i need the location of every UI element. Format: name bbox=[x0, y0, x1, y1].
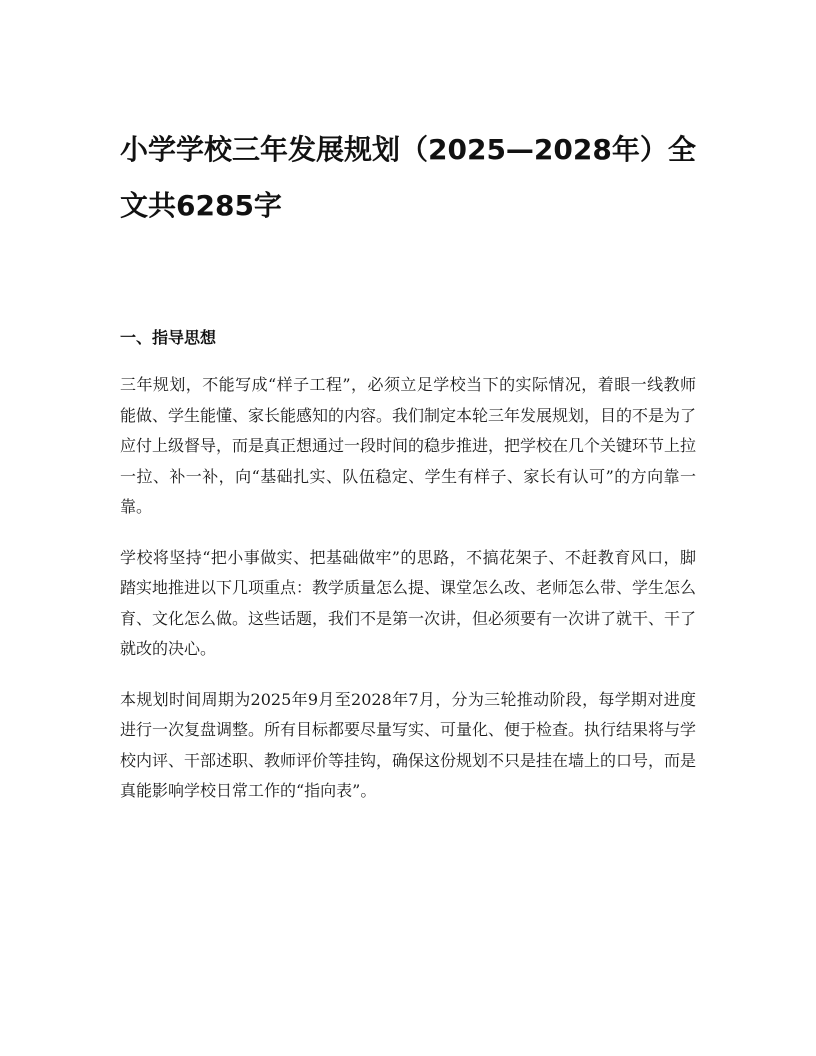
paragraph-1: 三年规划，不能写成“样子工程”，必须立足学校当下的实际情况，着眼一线教师能做、学生能懂、家长能感知的内容。我们制定本轮三年发展规划，目的不是为了应付上级督导，而是真正想通过一段时间的稳步推进，把学校在几个关键环节上拉一拉、补一补，向“基础扎实、队伍稳定、学生有样子、家长有认可”的方向靠一靠。 bbox=[120, 375, 697, 516]
paragraph-3: 本规划时间周期为2025年9月至2028年7月，分为三轮推动阶段，每学期对进度进行一次复盘调整。所有目标都要尽量写实、可量化、便于检查。执行结果将与学校内评、干部述职、教师评价等挂钩，确保这份规划不只是挂在墙上的口号，而是真能影响学校日常工作的“指向表”。 bbox=[120, 689, 697, 800]
paragraph-2: 学校将坚持“把小事做实、把基础做牢”的思路，不搞花架子、不赶教育风口，脚踏实地推进以下几项重点：教学质量怎么提、课堂怎么改、老师怎么带、学生怎么育、文化怎么做。这些话题，我们不是第一次讲，但必须要有一次讲了就干、干了就改的决心。 bbox=[120, 547, 697, 658]
section-heading: 一、指导思想 bbox=[120, 328, 217, 347]
document-title: 小学学校三年发展规划（2025—2028年）全文共6285字 bbox=[120, 133, 696, 222]
section-guiding-ideology bbox=[120, 326, 696, 807]
